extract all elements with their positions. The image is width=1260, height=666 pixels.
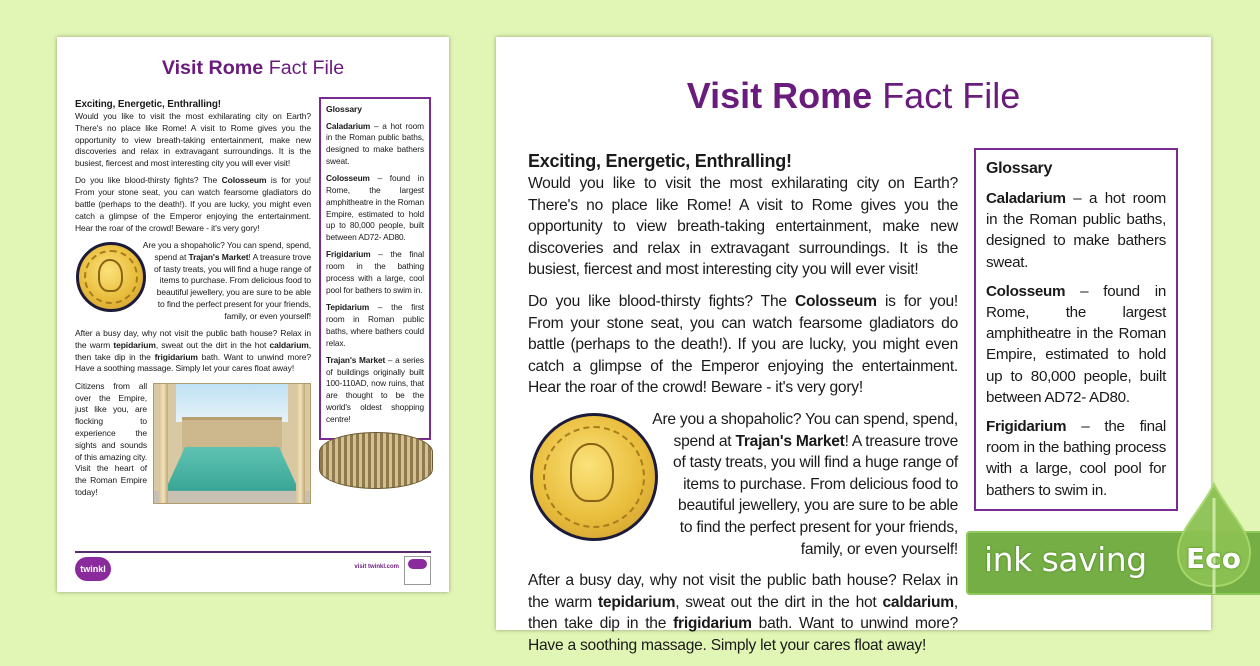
roman-coin-image [76, 242, 146, 312]
glossary-term: Tepidarium [326, 302, 370, 313]
bold-term: frigidarium [673, 615, 752, 633]
bold-term: caldarium [882, 593, 954, 611]
glossary-def: – a series of buildings originally built 100-110AD, now ruins, that are thought to be the world's oldest shopping centre! [326, 354, 424, 424]
bold-term: Colosseum [221, 175, 267, 186]
text: ! A treasure trove of tasty treats, you will find a huge range of items to purchase. From delicious food to beautiful jewellery, you are sure to be able to find the perfect present for your friends, family, or even yourself! [154, 251, 311, 321]
text: is for you! From your stone seat, you can watch fearsome gladiators do battle (perhaps to the death!). If you are lucky, you might even catch a glimpse of the Emperor enjoying the entertainment. Hear the roar of the crowd! Beware - it's very gory! [75, 175, 312, 233]
glossary-term: Frigidarium [326, 249, 371, 260]
text: Do you like blood-thirsty fights? The [75, 175, 222, 186]
text: After a busy day, why not visit the public bath house? Relax in the warm [528, 572, 958, 611]
glossary-def: – the final room in the bathing process with a large, cool pool for bathers to swim in. [986, 418, 1166, 499]
glossary-entry [986, 281, 1166, 408]
roman-bath-image [153, 383, 311, 504]
text: Do you like blood-thirsty fights? The [528, 292, 795, 310]
roman-coin-image [530, 413, 658, 541]
glossary-def: – a hot room in the Roman public baths, designed to make bathers sweat. [326, 120, 424, 166]
bold-term: caldarium [269, 339, 309, 350]
glossary-entry [326, 121, 424, 168]
paragraph-baths [75, 328, 311, 375]
paragraph-baths [528, 570, 958, 656]
glossary-entry [326, 355, 424, 426]
page-thumbnail[interactable] [57, 37, 449, 592]
glossary-column [974, 148, 1178, 511]
glossary-entry [326, 302, 424, 349]
glossary-def: – the first room in Roman public baths, where bathers could relax. [326, 302, 424, 348]
glossary-column [319, 97, 431, 489]
page-title [496, 75, 1211, 117]
glossary-def: – found in Rome, the largest amphitheatre in the Roman Empire, estimated to hold up to 80,000 people, built between AD72- AD80. [326, 173, 424, 243]
glossary-entry [986, 416, 1166, 501]
title-bold: Visit Rome [686, 75, 873, 116]
footer-divider [75, 551, 431, 553]
ink-saving-label: ink saving [984, 540, 1147, 579]
text: bath. Want to unwind more? Have a soothing massage. Simply let your cares float away! [528, 615, 958, 654]
glossary-box [319, 97, 431, 440]
paragraph-intro: Would you like to visit the most exhilarating city on Earth? There's no place like Rome! A visit to Rome gives you the opportunity to view breath-taking entertainment, make new discoveries and relax in extravagant surroundings. It is the busiest, fiercest and most interesting city you will ever visit! [75, 111, 311, 169]
section-heading: Exciting, Energetic, Enthralling! [75, 99, 221, 110]
glossary-entry [986, 188, 1166, 273]
text: is for you! From your stone seat, you can watch fearsome gladiators do battle (perhaps to the death!). If you are lucky, you might even catch a glimpse of the Emperor enjoying the entertainment. Hear the roar of the crowd! Beware - it's very gory! [528, 292, 958, 397]
text: , sweat out the dirt in the hot [675, 593, 883, 611]
glossary-term: Colosseum [986, 282, 1066, 300]
twinkl-logo: twinkl [75, 557, 111, 581]
text: After a busy day, why not visit the public bath house? Relax in the warm [75, 328, 311, 350]
main-column [75, 98, 311, 508]
eco-badge: Eco [1186, 542, 1241, 575]
page-title [57, 57, 449, 80]
text: , then take dip in the [75, 339, 312, 362]
bold-term: Trajan's Market [735, 432, 845, 450]
glossary-term: Colosseum [326, 173, 370, 184]
bold-term: tepidarium [597, 593, 676, 611]
footer-link[interactable]: visit twinkl.com [354, 564, 399, 570]
text: Are you a shopaholic? You can spend, spend, spend at [652, 410, 958, 450]
text: ! A treasure trove of tasty treats, you will find a huge range of items to purchase. From delicious food to beautiful jewellery, you are sure to be able to find the perfect present for your friends, family, or even yourself! [673, 432, 958, 558]
title-rest: Fact File [268, 57, 345, 79]
leaf-icon [1176, 482, 1252, 594]
colosseum-image [319, 432, 433, 489]
bold-term: Colosseum [794, 292, 877, 310]
glossary-term: Caladarium [986, 190, 1066, 207]
paragraph-colosseum [75, 175, 311, 234]
text: Are you a shopaholic? You can spend, spend, spend at [142, 239, 311, 262]
bold-term: tepidarium [113, 339, 156, 350]
glossary-def: – found in Rome, the largest amphitheatre in the Roman Empire, estimated to hold up to 80,000 people, built between AD72- AD80. [986, 282, 1166, 406]
glossary-title: Glossary [326, 104, 362, 114]
title-rest: Fact File [882, 75, 1021, 116]
text: , then take dip in the [528, 593, 958, 633]
bold-term: Trajan's Market [188, 251, 249, 262]
text: bath. Want to unwind more? Have a soothing massage. Simply let your cares float away! [75, 351, 312, 374]
glossary-title: Glossary [986, 160, 1053, 177]
bold-term: frigidarium [154, 351, 198, 362]
glossary-term: Trajan's Market [326, 354, 386, 365]
text: , sweat out the dirt in the hot [155, 339, 270, 350]
paragraph-intro: Would you like to visit the most exhilarating city on Earth? There's no place like Rome! A visit to Rome gives you the opportunity to view breath-taking entertainment, make new discoveries and relax in extravagant surroundings. It is the busiest, fiercest and most interesting city you will ever visit! [528, 175, 958, 279]
section-heading: Exciting, Energetic, Enthralling! [528, 151, 792, 171]
glossary-entry [326, 173, 424, 244]
glossary-def: – the final room in the bathing process with a large, cool pool for bathers to swim in. [326, 249, 424, 295]
title-bold: Visit Rome [161, 57, 264, 79]
main-column [528, 149, 958, 666]
glossary-entry [326, 249, 424, 296]
paragraph-citizens: Citizens from all over the Empire, just like you, are flocking to experience the sights and sounds of this amazing city. Visit the heart of the Roman Empire today! [75, 380, 147, 497]
glossary-term: Caladarium [326, 120, 371, 131]
paragraph-colosseum [528, 291, 958, 399]
glossary-box [974, 148, 1178, 511]
quality-badge-icon [404, 556, 431, 585]
glossary-term: Frigidarium [986, 418, 1067, 436]
glossary-def: – a hot room in the Roman public baths, designed to make bathers sweat. [986, 190, 1166, 271]
